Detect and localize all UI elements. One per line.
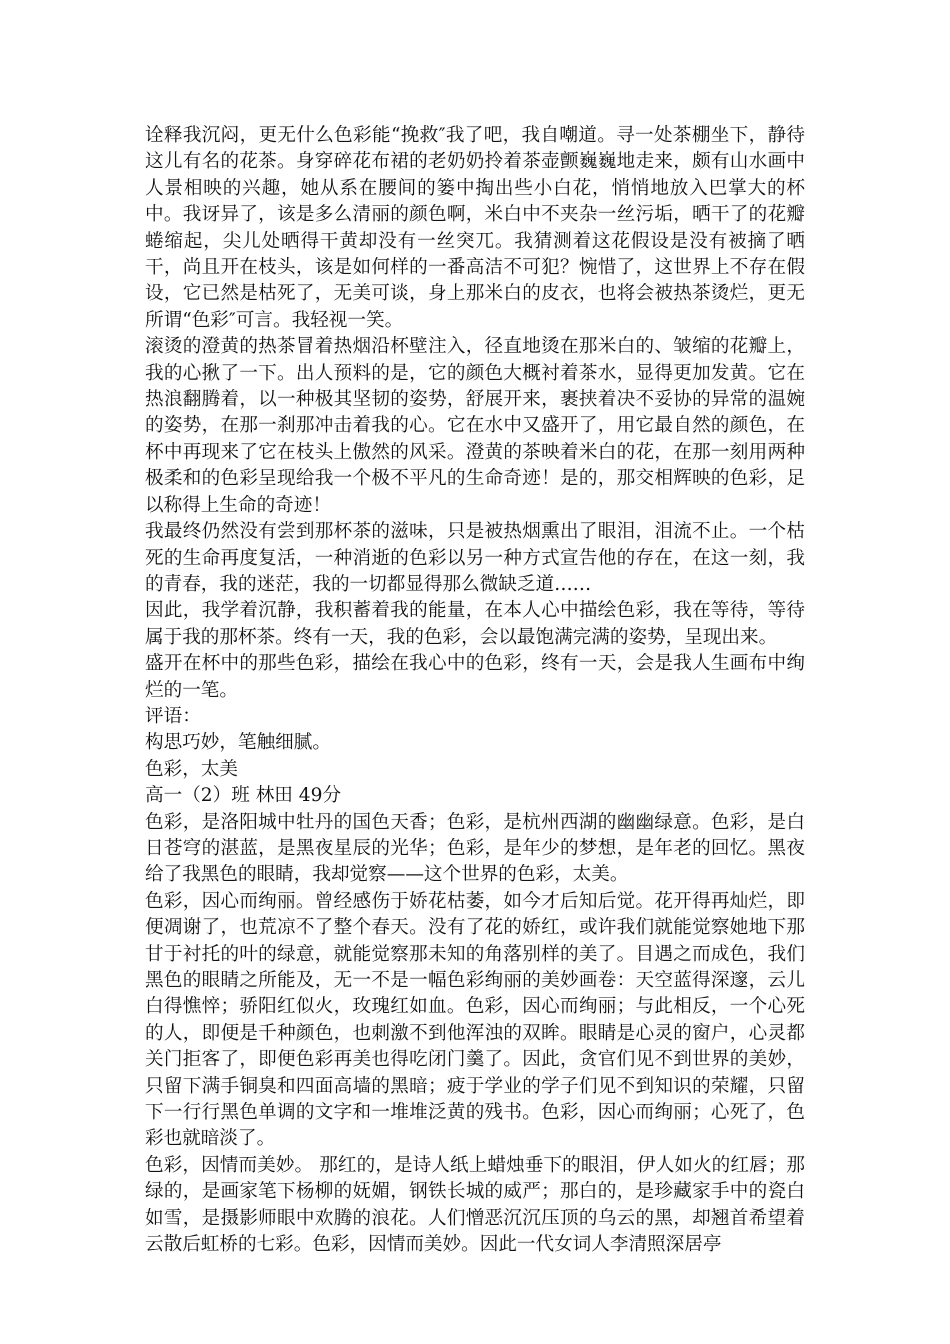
essay1-paragraph: 盛开在杯中的那些色彩，描绘在我心中的色彩，终有一天，会是我人生画布中绚烂的一笔。 xyxy=(145,653,805,701)
essay1-paragraph: 诠释我沉闷，更无什么色彩能“挽救″我了吧，我自嘲道。寻一处茶棚坐下，静待这儿有名的花茶。身穿碎花布裙的老奶奶拎着茶壶颤巍巍地走来，颇有山水画中人景相映的兴趣，她从系在腰间的篓中掏出些小白花，悄悄地放入巴掌大的杯中。我讶异了，该是多么清丽的颜色啊，米白中不夹杂一丝污垢，晒干了的花瓣蜷缩起，尖儿处晒得干黄却没有一丝突兀。我猜测着这花假设是没有被摘了晒干，尚且开在枝头，该是如何样的一番高洁不可犯？惋惜了，这世界上不存在假设，它已然是枯死了，无美可谈，身上那米白的皮衣，也将会被热茶烫烂，更无所谓“色彩″可言。我轻视一笑。 xyxy=(145,125,805,331)
review-label: 评语： xyxy=(145,705,201,727)
essay1-paragraph: 滚烫的澄黄的热茶冒着热烟沿杯壁注入，径直地烫在那米白的、皱缩的花瓣上，我的心揪了一下。出人预料的是，它的颜色大概衬着茶水，显得更加发黄。它在热浪翻腾着，以一种极其坚韧的姿势，舒展开来，裹挟着决不妥协的异常的温婉的姿势，在那一刹那冲击着我的心。它在水中又盛开了，用它最自然的颜色，在杯中再现来了它在枝头上傲然的风采。澄黄的茶映着米白的花，在那一刻用两种极柔和的色彩呈现给我一个极不平凡的生命奇迹！是的，那交相辉映的色彩，足以称得上生命的奇迹！ xyxy=(145,336,805,516)
essay2-paragraph: 色彩，是洛阳城中牡丹的国色天香；色彩，是杭州西湖的幽幽绿意。色彩，是白日苍穹的湛蓝，是黑夜星辰的光华；色彩，是年少的梦想，是年老的回忆。黑夜给了我黑色的眼睛，我却觉察——这个世界的色彩，太美。 xyxy=(145,811,805,886)
essay2-paragraph: 色彩，因心而绚丽。曾经感伤于娇花枯萎，如今才后知后觉。花开得再灿烂，即便凋谢了，也荒凉不了整个春天。没有了花的娇红，或许我们就能觉察她地下那甘于衬托的叶的绿意，就能觉察那未知的角落别样的美了。目遇之而成色，我们黑色的眼睛之所能及，无一不是一幅色彩绚丽的美妙画卷：天空蓝得深邃，云儿白得憔悴；骄阳红似火，玫瑰红如血。色彩，因心而绚丽；与此相反，一个心死的人，即便是千种颜色，也刺激不到他浑浊的双眸。眼睛是心灵的窗户，心灵都关门拒客了，即便色彩再美也得吃闭门羹了。因此，贪官们见不到世界的美妙，只留下满手铜臭和四面高墙的黑暗；疲于学业的学子们见不到知识的荣耀，只留下一行行黑色单调的文字和一堆堆泛黄的残书。色彩，因心而绚丽；心死了，色彩也就暗淡了。 xyxy=(145,890,805,1150)
document-page xyxy=(145,123,805,1258)
essay2-author-line: 高一（2）班 林田 49分 xyxy=(145,785,342,807)
essay1-paragraph: 我最终仍然没有尝到那杯茶的滋味，只是被热烟熏出了眼泪，泪流不止。一个枯死的生命再度复活，一种消逝的色彩以另一种方式宣告他的存在，在这一刻，我的青春，我的迷茫，我的一切都显得那么微缺乏道…… xyxy=(145,521,805,595)
review-comment: 构思巧妙，笔触细腻。 xyxy=(145,732,331,754)
essay2-title: 色彩，太美 xyxy=(145,758,238,780)
essay2-paragraph: 色彩，因情而美妙。 那红的，是诗人纸上蜡烛垂下的眼泪，伊人如火的红唇；那绿的，是画家笔下杨柳的妩媚，钢铁长城的威严；那白的，是珍藏家手中的瓷白如雪，是摄影师眼中欢腾的浪花。人们憎恶沉沉压顶的乌云的黑，却翘首希望着云散后虹桥的七彩。色彩，因情而美妙。因此一代女词人李清照深居亭 xyxy=(145,1154,805,1256)
essay1-paragraph: 因此，我学着沉静，我积蓄着我的能量，在本人心中描绘色彩，我在等待，等待属于我的那杯茶。终有一天，我的色彩，会以最饱满完满的姿势，呈现出来。 xyxy=(145,600,805,648)
